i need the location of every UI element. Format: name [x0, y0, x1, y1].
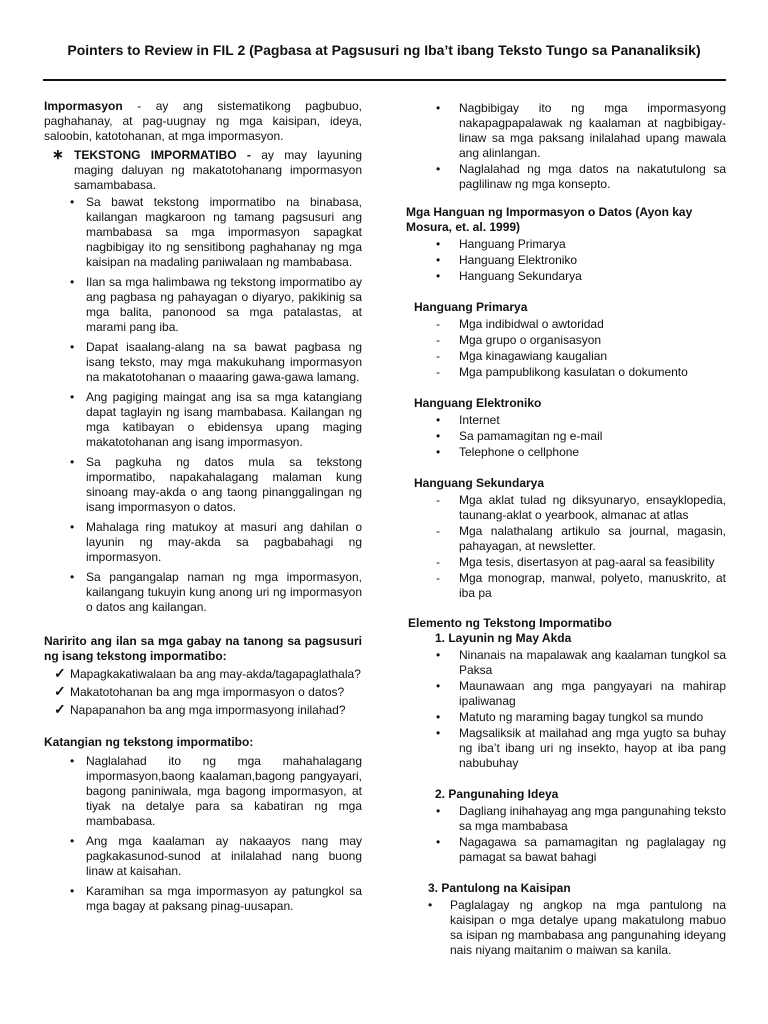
list-item: • Magsaliksik at mailahad ang mga yugto sa buhay ng iba’t ibang uri ng insekto, hayop at iba pang nabubuhay — [436, 726, 726, 770]
elektroniko-heading: Hanguang Elektroniko — [414, 396, 542, 410]
dash-icon: - — [436, 317, 440, 331]
intro-paragraph — [44, 99, 362, 144]
dash-icon: - — [436, 365, 440, 379]
pantulong-heading: 3. Pantulong na Kaisipan — [428, 881, 571, 895]
list-item: • Paglalagay ng angkop na mga pantulong na kaisipan o mga detalye upang makatulong mabuo sa isipan ng mambabasa ang pangunahing ideyang nais niyang maitanim o maiwan sa kanila. — [428, 898, 726, 957]
list-item: • Mahalaga ring matukoy at masuri ang dahilan o layunin ng may-akda sa pagbabahagi ng impormasyon. — [70, 520, 362, 564]
checkmark-icon: ✓ — [54, 701, 66, 717]
primarya-heading: Hanguang Primarya — [414, 300, 528, 314]
bullet-icon: • — [436, 726, 441, 740]
bullet-icon: • — [70, 754, 75, 768]
katangian-bullets — [44, 754, 362, 914]
bullet-icon: • — [436, 162, 441, 176]
bullet-icon: • — [436, 237, 441, 251]
list-item: - Mga indibidwal o awtoridad — [436, 317, 604, 331]
star-text: ay may layuning maging daluyan ng makatotohanang impormasyon samambabasa. — [74, 148, 363, 192]
title-rule — [43, 79, 726, 81]
list-item: - Mga nalathalang artikulo sa journal, magasin, pahayagan, at newsletter. — [436, 524, 726, 553]
list-item: • Nagbibigay ito ng mga impormasyong nakapagpapalawak ng kaalaman at nagbibigay-linaw sa mga paksang inilalahad upang mawala ang alinlangan. — [436, 101, 726, 160]
document-title: Pointers to Review in FIL 2 (Pagbasa at Pagsusuri ng Iba’t ibang Teksto Tungo sa Pananaliksik) — [67, 42, 701, 58]
list-item: • Sa pamamagitan ng e-mail — [436, 429, 603, 443]
bullet-icon: • — [70, 570, 75, 584]
bullet-icon: • — [436, 429, 441, 443]
list-item: • Telephone o cellphone — [436, 445, 580, 459]
bullet-icon: • — [70, 455, 75, 469]
list-item: • Hanguang Primarya — [436, 237, 566, 251]
checkmark-icon: ✓ — [54, 683, 66, 699]
sekundarya-list — [406, 493, 726, 601]
asterisk-icon: ∗ — [52, 146, 64, 162]
dash-icon: - — [436, 333, 440, 347]
list-item: ✓ Mapagkakatiwalaan ba ang may-akda/tagapaglathala? — [54, 665, 361, 681]
elemento-heading: Elemento ng Tekstong Impormatibo — [408, 616, 612, 630]
list-item: • Sa pagkuha ng datos mula sa tekstong impormatibo, napakahalagang malaman kung sinoang may-akda o ang taong pinanggalingan ng isang impormasyon o datos. — [70, 455, 362, 514]
bullet-icon: • — [70, 390, 75, 404]
primarya-list — [406, 317, 726, 380]
layunin-heading: 1. Layunin ng May Akda — [435, 631, 572, 645]
bullet-icon: • — [70, 520, 75, 534]
bullet-icon: • — [436, 101, 441, 115]
list-item: • Internet — [436, 413, 500, 427]
bullet-icon: • — [70, 340, 75, 354]
hanguan-heading: Mga Hanguan ng Impormasyon o Datos (Ayon kay Mosura, et. al. 1999) — [406, 205, 693, 234]
bullet-icon: • — [436, 710, 441, 724]
list-item: • Naglalahad ng mga datos na nakatutulong sa paglilinaw ng mga konsepto. — [436, 162, 726, 191]
gabay-checklist — [44, 667, 362, 718]
dash-icon: - — [436, 555, 440, 569]
tekstong-impormatibo-definition — [44, 148, 362, 193]
list-item: • Matuto ng maraming bagay tungkol sa mundo — [436, 710, 704, 724]
bullet-icon: • — [436, 445, 441, 459]
bullet-icon: • — [436, 835, 441, 849]
list-item: • Dagliang inihahayag ang mga pangunahing teksto sa mga mambabasa — [436, 804, 726, 833]
checkmark-icon: ✓ — [54, 665, 66, 681]
right-column — [406, 101, 726, 959]
bullet-icon: • — [436, 679, 441, 693]
katangian-heading: Katangian ng tekstong impormatibo: — [44, 735, 254, 749]
bullet-icon: • — [436, 413, 441, 427]
bullet-icon: • — [70, 275, 75, 289]
list-item: - Mga pampublikong kasulatan o dokumento — [436, 365, 688, 379]
bullet-icon: • — [70, 195, 75, 209]
list-item: • Hanguang Sekundarya — [436, 269, 582, 283]
list-item: • Ninanais na mapalawak ang kaalaman tungkol sa Paksa — [436, 648, 726, 677]
dash-icon: - — [436, 524, 440, 538]
list-item: - Mga monograp, manwal, polyeto, manuskrito, at iba pa — [436, 571, 726, 600]
dash-icon: - — [436, 349, 440, 363]
elektroniko-list — [406, 413, 726, 460]
list-item: • Ang mga kaalaman ay nakaayos nang may pagkakasunod-sunod at inilalahad nang buong linaw at kaisahan. — [70, 834, 362, 878]
left-column — [44, 99, 362, 919]
intro-term: Impormasyon — [44, 99, 123, 113]
dash-icon: - — [436, 493, 440, 507]
list-item: - Mga tesis, disertasyon at pag-aaral sa feasibility — [436, 555, 715, 569]
layunin-list — [406, 648, 726, 771]
list-item: - Mga aklat tulad ng diksyunaryo, ensayklopedia, taunang-aklat o yearbook, almanac at atlas — [436, 493, 726, 522]
list-item: • Sa pangangalap naman ng mga impormasyon, kailangang tukuyin kung anong uri ng impormasyon o datos ang kailangan. — [70, 570, 362, 614]
list-item: • Ang pagiging maingat ang isa sa mga katangiang dapat taglayin ng isang mambabasa. Kailangan ng mga katibayan o ebidensya upang maging makatotohanan ang isang impormasyon. — [70, 390, 362, 449]
continued-bullets — [406, 101, 726, 192]
dash-icon: - — [436, 571, 440, 585]
list-item: ✓ Makatotohanan ba ang mga impormasyon o datos? — [54, 683, 345, 699]
bullet-icon: • — [436, 253, 441, 267]
list-item: • Hanguang Elektroniko — [436, 253, 578, 267]
impormatibo-bullets — [44, 195, 362, 615]
list-item: • Nagagawa sa pamamagitan ng paglalagay ng pamagat sa bawat bahagi — [436, 835, 726, 864]
intro-text: - ay ang sistematikong pagbubuo, paghahanay, at pag-uugnay ng mga kaisipan, ideya, saloobin, katotohanan, at mga impormasyon. — [44, 99, 362, 143]
bullet-icon: • — [428, 898, 433, 912]
bullet-icon: • — [70, 834, 75, 848]
gabay-heading: Naririto ang ilan sa mga gabay na tanong sa pagsusuri ng isang tekstong impormatibo: — [44, 634, 362, 663]
list-item: - Mga grupo o organisasyon — [436, 333, 602, 347]
bullet-icon: • — [436, 648, 441, 662]
star-term: TEKSTONG IMPORMATIBO - — [74, 148, 251, 162]
list-item: • Sa bawat tekstong impormatibo na binabasa, kailangan magkaroon ng tamang pagsusuri ang mambabasa sa mga impormasyon sapagkat nagbibigay ito ng sensitibong paghahanay ng mga kaisipan na madaling paniwalaan ng mambabasa. — [70, 195, 362, 269]
list-item: • Maunawaan ang mga pangyayari na mahirap ipaliwanag — [436, 679, 726, 708]
list-item: • Naglalahad ito ng mga mahahalagang impormasyon,baong kaalaman,bagong pangyayari, bagong paniniwala, mga bagong impormasyon, at tiyak na detalye para sa kabatiran ng mga mambabasa. — [70, 754, 362, 828]
sekundarya-heading: Hanguang Sekundarya — [414, 476, 545, 490]
bullet-icon: • — [436, 804, 441, 818]
ideya-list — [406, 804, 726, 865]
pantulong-list — [406, 898, 726, 958]
list-item: • Karamihan sa mga impormasyon ay patungkol sa mga bagay at paksang pinag-uusapan. — [70, 884, 362, 913]
list-item: • Dapat isaalang-alang na sa bawat pagbasa ng isang teksto, may mga makukuhang impormasyon na makatotohanan o maaaring gawa-gawa lamang. — [70, 340, 362, 384]
list-item: - Mga kinagawiang kaugalian — [436, 349, 608, 363]
list-item: • Ilan sa mga halimbawa ng tekstong impormatibo ay ang pagbasa ng pahayagan o diyaryo, pakikinig sa mga balita, panonood sa mga patalastas, at marami pang iba. — [70, 275, 362, 334]
bullet-icon: • — [436, 269, 441, 283]
ideya-heading: 2. Pangunahing Ideya — [435, 787, 559, 801]
hanguan-list — [406, 237, 726, 284]
bullet-icon: • — [70, 884, 75, 898]
list-item: ✓ Napapanahon ba ang mga impormasyong inilahad? — [54, 701, 346, 717]
